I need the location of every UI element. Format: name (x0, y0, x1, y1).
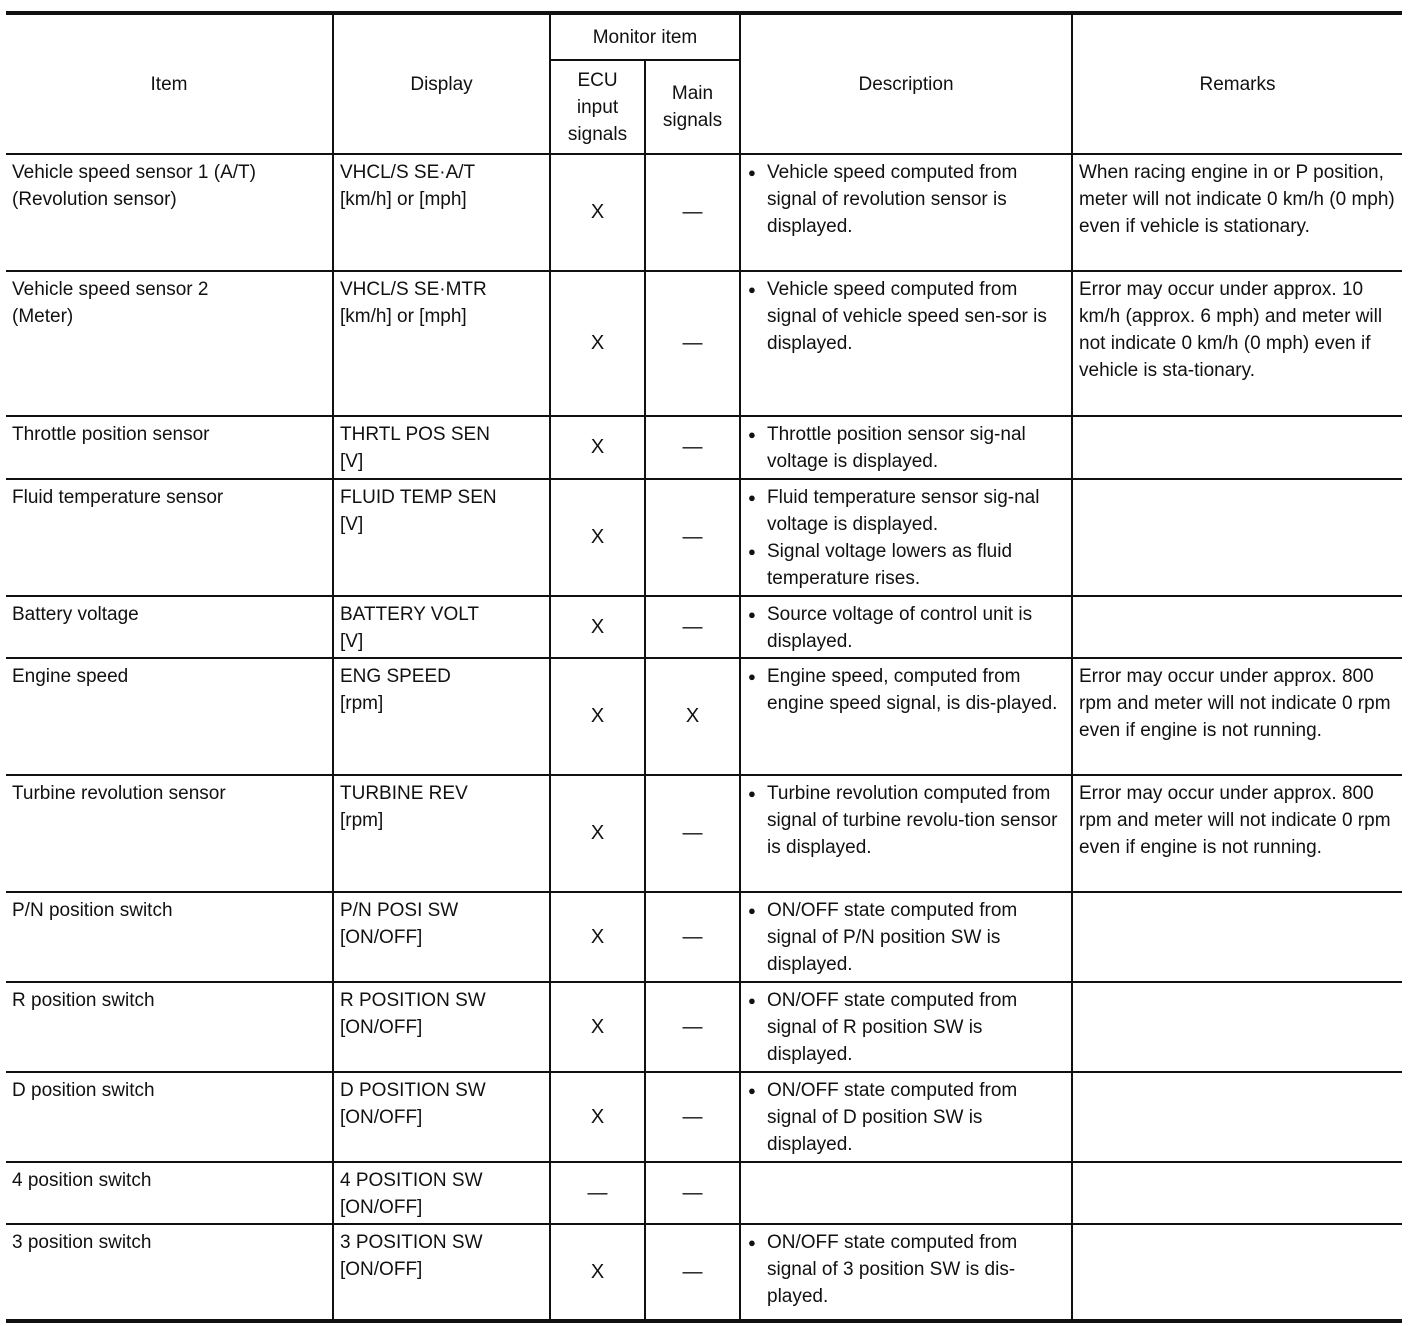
display-cell (333, 1162, 550, 1224)
description-cell (740, 271, 1072, 416)
display-cell (333, 416, 550, 479)
table-row (6, 1162, 1402, 1224)
header-display: Display (333, 13, 550, 154)
display-line: VHCL/S SE·MTR (340, 279, 487, 300)
main-signal-cell: — (645, 775, 740, 892)
ecu-input-cell: X (550, 658, 645, 775)
display-cell (333, 1072, 550, 1162)
description-list (747, 987, 1065, 1068)
header-ecu-line: signals (567, 123, 628, 145)
main-signal-cell: X (645, 658, 740, 775)
display-line: TURBINE REV (340, 783, 468, 804)
display-line: [km/h] or [mph] (340, 306, 467, 327)
item-cell (6, 1072, 333, 1162)
display-line: 4 POSITION SW (340, 1170, 483, 1191)
remarks-cell: Error may occur under approx. 10 km/h (approx. 6 mph) and meter will not indicate 0 km/h (0 mph) even if vehicle is sta-tionary. (1072, 271, 1402, 416)
item-line: Throttle position sensor (12, 424, 210, 445)
display-cell (333, 775, 550, 892)
item-cell (6, 892, 333, 982)
table-row (6, 892, 1402, 982)
table-row (6, 1072, 1402, 1162)
description-bullet: ● Fluid temperature sensor sig-nal voltage is displayed. (747, 484, 1065, 538)
description-list (747, 159, 1065, 240)
display-line: R POSITION SW (340, 990, 486, 1011)
description-bullet: ● ON/OFF state computed from signal of P/N position SW is displayed. (747, 897, 1065, 978)
header-remarks: Remarks (1072, 13, 1402, 154)
display-cell (333, 892, 550, 982)
item-cell (6, 596, 333, 658)
description-bullet: ● Signal voltage lowers as fluid temperature rises. (747, 538, 1065, 592)
description-list (747, 780, 1065, 861)
header-ecu-line: ECU (577, 69, 618, 91)
item-cell (6, 416, 333, 479)
ecu-input-cell: X (550, 479, 645, 596)
main-signal-cell: — (645, 479, 740, 596)
item-cell (6, 271, 333, 416)
display-line: [km/h] or [mph] (340, 189, 467, 210)
main-signal-cell: — (645, 596, 740, 658)
ecu-input-cell: X (550, 154, 645, 271)
display-line: THRTL POS SEN (340, 424, 490, 445)
ecu-input-cell: X (550, 1224, 645, 1321)
main-signal-cell: — (645, 1072, 740, 1162)
display-line: [ON/OFF] (340, 927, 423, 948)
display-line: [ON/OFF] (340, 1259, 423, 1280)
display-cell (333, 658, 550, 775)
description-bullet: ● Engine speed, computed from engine speed signal, is dis-played. (747, 663, 1065, 717)
description-cell (740, 982, 1072, 1072)
remarks-cell (1072, 1224, 1402, 1321)
description-bullet: ● Vehicle speed computed from signal of revolution sensor is displayed. (747, 159, 1065, 240)
main-signal-cell: — (645, 154, 740, 271)
ecu-input-cell: X (550, 596, 645, 658)
description-bullet: ● ON/OFF state computed from signal of 3 position SW is dis-played. (747, 1229, 1065, 1310)
header-ecu-input-signals (550, 60, 645, 154)
description-cell (740, 892, 1072, 982)
item-cell (6, 154, 333, 271)
display-line: [V] (340, 631, 364, 652)
header-item: Item (6, 13, 333, 154)
item-line: Vehicle speed sensor 2 (12, 279, 209, 300)
item-line: Engine speed (12, 666, 129, 687)
display-cell (333, 982, 550, 1072)
description-cell (740, 596, 1072, 658)
display-line: ENG SPEED (340, 666, 451, 687)
display-cell (333, 271, 550, 416)
main-signal-cell: — (645, 416, 740, 479)
table-row (6, 479, 1402, 596)
display-line: [rpm] (340, 810, 384, 831)
description-list (747, 663, 1065, 717)
item-cell (6, 982, 333, 1072)
display-cell (333, 479, 550, 596)
display-line: [rpm] (340, 693, 384, 714)
display-cell (333, 596, 550, 658)
remarks-cell (1072, 892, 1402, 982)
remarks-cell (1072, 596, 1402, 658)
ecu-input-cell: — (550, 1162, 645, 1224)
description-cell (740, 775, 1072, 892)
description-list (747, 601, 1065, 655)
table-row (6, 154, 1402, 271)
description-cell (740, 416, 1072, 479)
remarks-cell: When racing engine in or P position, meter will not indicate 0 km/h (0 mph) even if vehicle is stationary. (1072, 154, 1402, 271)
item-cell (6, 1224, 333, 1321)
item-line: R position switch (12, 990, 155, 1011)
header-ecu-line: input (576, 96, 619, 118)
display-line: VHCL/S SE·A/T (340, 162, 476, 183)
main-signal-cell: — (645, 1224, 740, 1321)
header-main-line: signals (662, 110, 723, 131)
header-description: Description (740, 13, 1072, 154)
display-line: P/N POSI SW (340, 900, 459, 921)
display-cell (333, 154, 550, 271)
ecu-input-cell: X (550, 775, 645, 892)
item-line: (Revolution sensor) (12, 189, 177, 210)
table-row (6, 271, 1402, 416)
main-signal-cell: — (645, 1162, 740, 1224)
table-row (6, 1224, 1402, 1321)
item-line: Vehicle speed sensor 1 (A/T) (12, 162, 256, 183)
item-line: Turbine revolution sensor (12, 783, 226, 804)
description-bullet: ● Throttle position sensor sig-nal voltage is displayed. (747, 421, 1065, 475)
ecu-input-cell: X (550, 416, 645, 479)
display-line: 3 POSITION SW (340, 1232, 483, 1253)
description-list (747, 484, 1065, 592)
remarks-cell: Error may occur under approx. 800 rpm and meter will not indicate 0 rpm even if engine is not running. (1072, 658, 1402, 775)
item-line: (Meter) (12, 306, 74, 327)
header-main-line: Main (671, 83, 714, 104)
description-list (747, 897, 1065, 978)
description-bullet: ● Source voltage of control unit is displayed. (747, 601, 1065, 655)
header-main-signals (645, 60, 740, 154)
description-list (747, 276, 1065, 357)
description-cell (740, 1072, 1072, 1162)
ecu-input-cell: X (550, 1072, 645, 1162)
item-cell (6, 1162, 333, 1224)
item-line: 3 position switch (12, 1232, 152, 1253)
description-cell (740, 479, 1072, 596)
remarks-cell: Error may occur under approx. 800 rpm and meter will not indicate 0 rpm even if engine is not running. (1072, 775, 1402, 892)
display-line: [V] (340, 451, 364, 472)
description-bullet: ● Vehicle speed computed from signal of vehicle speed sen-sor is displayed. (747, 276, 1065, 357)
description-bullet: ● ON/OFF state computed from signal of D position SW is displayed. (747, 1077, 1065, 1158)
table-row (6, 596, 1402, 658)
main-signal-cell: — (645, 892, 740, 982)
item-line: D position switch (12, 1080, 155, 1101)
table-body (6, 154, 1402, 1321)
remarks-cell (1072, 1162, 1402, 1224)
display-line: [ON/OFF] (340, 1107, 423, 1128)
ecu-input-cell: X (550, 892, 645, 982)
display-line: [ON/OFF] (340, 1197, 423, 1218)
description-bullet: ● ON/OFF state computed from signal of R position SW is displayed. (747, 987, 1065, 1068)
remarks-cell (1072, 982, 1402, 1072)
remarks-cell (1072, 416, 1402, 479)
ecu-input-cell: X (550, 982, 645, 1072)
description-cell (740, 1162, 1072, 1224)
description-bullet: ● Turbine revolution computed from signal of turbine revolu-tion sensor is displayed. (747, 780, 1065, 861)
main-signal-cell: — (645, 271, 740, 416)
remarks-cell (1072, 1072, 1402, 1162)
table-row (6, 658, 1402, 775)
description-list (747, 1229, 1065, 1310)
description-list (747, 421, 1065, 475)
description-cell (740, 154, 1072, 271)
table-row (6, 775, 1402, 892)
item-cell (6, 479, 333, 596)
description-cell (740, 1224, 1072, 1321)
table-row (6, 416, 1402, 479)
item-cell (6, 658, 333, 775)
item-line: Battery voltage (12, 604, 139, 625)
ecu-input-cell: X (550, 271, 645, 416)
header-monitor-item: Monitor item (550, 13, 740, 60)
display-line: [ON/OFF] (340, 1017, 423, 1038)
item-line: P/N position switch (12, 900, 173, 921)
description-list (747, 1077, 1065, 1158)
display-line: D POSITION SW (340, 1080, 486, 1101)
display-line: [V] (340, 514, 364, 535)
display-line: FLUID TEMP SEN (340, 487, 497, 508)
table-header (6, 13, 1402, 154)
item-line: Fluid temperature sensor (12, 487, 224, 508)
display-cell (333, 1224, 550, 1321)
table-row (6, 982, 1402, 1072)
description-cell (740, 658, 1072, 775)
remarks-cell (1072, 479, 1402, 596)
display-line: BATTERY VOLT (340, 604, 480, 625)
item-cell (6, 775, 333, 892)
monitor-table-container (6, 11, 1402, 1323)
item-line: 4 position switch (12, 1170, 152, 1191)
main-signal-cell: — (645, 982, 740, 1072)
monitor-item-table (6, 11, 1402, 1323)
